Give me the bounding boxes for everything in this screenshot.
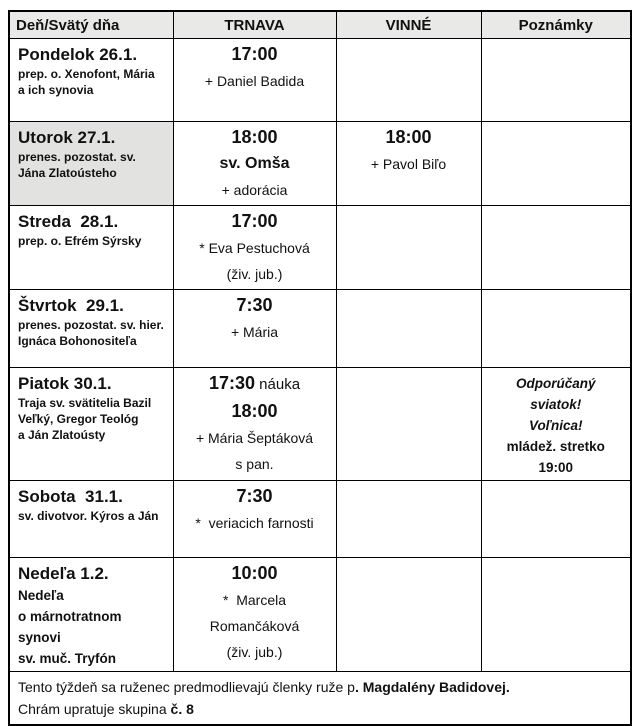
footer-text: Chrám upratuje skupina [18,701,171,717]
day-sub-line: a Ján Zlatoústy [18,428,106,442]
vinne-cell-utorok [336,122,481,206]
vinne-cell-empty [336,481,481,558]
header-day: Deň/Svätý dňa [9,11,173,39]
day-sub-line: sv. muč. Tryfón [18,651,117,666]
schedule-table [8,10,632,726]
mass-time: 17:30 [208,373,255,393]
vinne-cell-empty [336,368,481,481]
mass-time: 17:00 [231,211,278,231]
footer-line-rosary [18,676,622,698]
row-nedela [9,558,631,672]
day-sub-line: Veľký, Gregor Teológ [18,412,139,426]
note-line: sviatok! [530,397,582,412]
footer-line-cleaning [18,698,622,720]
mass-time: 7:30 [236,486,273,506]
day-sub-line: Jána Zlatoústeho [18,166,117,180]
mass-intention: s pan. [235,456,274,472]
day-cell-pondelok [9,39,173,122]
notes-cell-empty [481,122,631,206]
header-trnava: TRNAVA [173,11,336,39]
mass-intention: + Mária [230,324,279,340]
row-sobota [9,481,631,558]
day-sub-line: Traja sv. svätitelia Bazil [18,396,152,410]
row-piatok [9,368,631,481]
mass-intention: * Marcela [222,592,287,608]
day-cell-streda [9,206,173,290]
row-pondelok [9,39,631,122]
note-line: Odporúčaný [515,376,596,391]
mass-intention: (živ. jub.) [226,644,283,660]
vinne-cell-empty [336,290,481,368]
mass-time: 7:30 [236,295,273,315]
vinne-cell-empty [336,558,481,672]
day-cell-nedela [9,558,173,672]
day-sub-line: prep. o. Xenofont, Mária [18,67,155,81]
day-sub-line: a ich synovia [18,83,94,97]
day-cell-utorok [9,122,173,206]
mass-time-suffix: náuka [255,376,301,393]
notes-cell-empty [481,481,631,558]
mass-intention: Romančáková [209,618,300,634]
footer-group-bold: č. 8 [170,701,194,717]
note-line: mládež. stretko [506,439,605,454]
day-sub-line: prenes. pozostat. sv. [18,150,136,164]
row-footer [9,672,631,726]
trnava-cell-stvrtok [173,290,336,368]
mass-time: 18:00 [231,127,278,147]
trnava-cell-sobota [173,481,336,558]
footer-name-bold: . Magdalény Badidovej. [354,679,510,695]
day-sub-line: synovi [18,630,61,645]
trnava-cell-pondelok [173,39,336,122]
day-title: Sobota 31.1. [18,487,123,506]
day-sub-line: prep. o. Efrém Sýrsky [18,234,142,248]
mass-intention: + Pavol Biľo [370,156,447,172]
day-title: Piatok 30.1. [18,374,112,393]
notes-cell-empty [481,39,631,122]
mass-intention: * Eva Pestuchová [199,240,310,256]
day-sub-line: sv. divotvor. Kýros a Ján [18,509,159,523]
day-cell-sobota [9,481,173,558]
mass-intention: (živ. jub.) [226,266,283,282]
trnava-cell-streda [173,206,336,290]
trnava-cell-piatok [173,368,336,481]
day-title: Utorok 27.1. [18,128,116,147]
notes-cell-empty [481,558,631,672]
mass-intention: + Daniel Badida [204,73,305,89]
day-cell-piatok [9,368,173,481]
mass-time-nauka [180,370,330,398]
day-title: Pondelok 26.1. [18,45,138,64]
mass-extra: + adorácia [221,182,288,198]
header-notes: Poznámky [481,11,631,39]
mass-time: 17:00 [231,44,278,64]
vinne-cell-empty [336,206,481,290]
notes-cell-empty [481,206,631,290]
trnava-cell-nedela [173,558,336,672]
mass-time: 10:00 [231,563,278,583]
mass-type: sv. Omša [219,155,290,172]
trnava-cell-utorok [173,122,336,206]
note-line: Voľnica! [528,418,583,433]
day-title: Streda 28.1. [18,212,119,231]
row-streda [9,206,631,290]
notes-cell-empty [481,290,631,368]
day-cell-stvrtok [9,290,173,368]
footer-text: Tento týždeň sa ruženec predmodlievajú členky ruže p [18,679,355,695]
day-title: Štvrtok 29.1. [18,296,124,315]
footer-cell [9,672,631,726]
row-stvrtok [9,290,631,368]
mass-time: 18:00 [231,401,278,421]
day-sub-line: Nedeľa [18,588,64,603]
header-row [9,11,631,39]
row-utorok [9,122,631,206]
day-sub-line: prenes. pozostat. sv. hier. [18,318,164,332]
header-vinne: VINNÉ [336,11,481,39]
notes-cell-piatok [481,368,631,481]
note-line: 19:00 [538,460,574,475]
mass-intention: * veriacich farnosti [195,515,314,531]
day-title: Nedeľa 1.2. [18,564,109,583]
vinne-cell-empty [336,39,481,122]
day-sub-line: Ignáca Bohonositeľa [18,334,137,348]
mass-intention: + Mária Šeptáková [195,430,314,446]
day-sub-line: o márnotratnom [18,609,122,624]
mass-time: 18:00 [385,127,432,147]
